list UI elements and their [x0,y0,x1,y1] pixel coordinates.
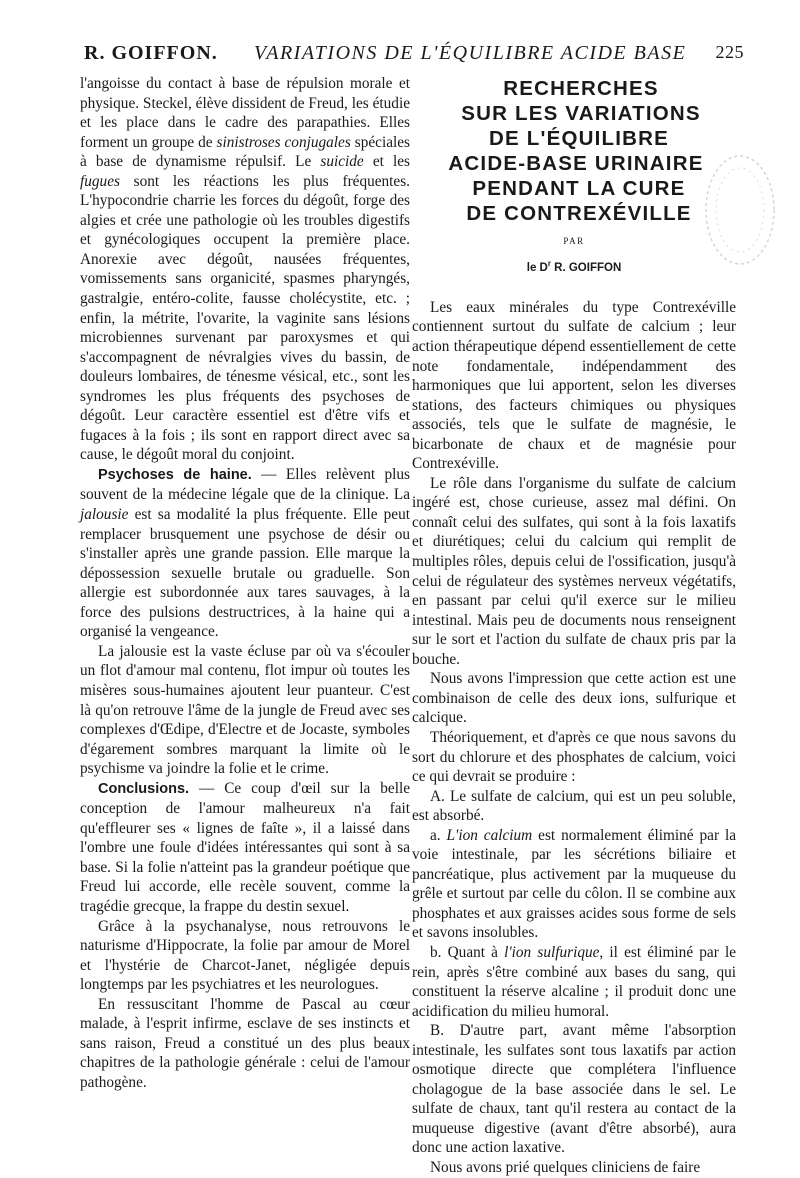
paragraph: La jalousie est la vaste écluse par où va s'écouler un flot d'amour mal contenu, flot impur où toutes les misères sous-humaines ajoutent leur puanteur. C'est là qu'on retrouve l'âme de la jungle de Freud avec ses complexes d'Œdipe, d'Electre et de Jocaste, symboles d'égarement sombres marquant la limite où le psychisme va joindre la folie et le crime. [80,642,410,778]
page-number: 225 [715,42,744,62]
par-label: PAR [563,236,585,246]
title-line: ACIDE-BASE URINAIRE [448,152,704,175]
section-heading: Conclusions. [98,780,190,797]
title-line: SUR LES VARIATIONS [461,102,701,125]
paragraph: a. L'ion calcium est normalement éliminé par la voie intestinale, par les sécrétions biliaire et pancréatique, plus activement par la muqueuse du grêle et surtout par celle du côlon. Il se combine aux phosphates et aux graisses acides sous forme de sels et savons insolubles. [412,826,737,942]
running-header [84,40,744,72]
section-heading: Psychoses de haine. [98,466,252,483]
paragraph: Nous avons l'impression que cette action est une combinaison de celle des deux ions, sulfurique et calcique. [412,670,736,727]
library-stamp-mark [700,150,780,270]
title-line: DE L'ÉQUILIBRE [489,127,669,150]
title-line: PENDANT LA CURE [472,177,686,200]
right-column [412,74,737,1176]
article-title [412,76,736,226]
paragraph-conclusions: Conclusions. — Ce coup d'œil sur la belle conception de l'amour malheureux n'a fait qu'effleurer ses « lignes de faîte », il a laissé dans l'ombre une foule d'idées intéressantes qui sont à sa base. Si la folie n'atteint pas la grandeur poétique que Freud lui accorde, elle recèle souvent, comme la tragédie grecque, la frappe du destin sexuel. [80,779,410,915]
paragraph: En ressuscitant l'homme de Pascal au cœur malade, à l'esprit infirme, esclave de ses instincts et sans raison, Freud a constitué un des plus beaux chapitres de la pathologie générale : celui de l'amour pathogène. [80,995,410,1091]
title-line: DE CONTREXÉVILLE [466,202,692,225]
title-line: RECHERCHES [503,77,659,100]
paragraph: Le rôle dans l'organisme du sulfate de calcium ingéré est, chose curieuse, assez mal défini. On connaît celui des sulfates, qui sont à la fois laxatifs et diurétiques; celui du calcium qui remplit de multiples rôles, depuis celui de l'ossification, jusqu'à celui de régulateur des systèmes nerveux végétatifs, en passant par celui qu'il exerce sur le milieu intestinal. Mais peu de documents nous renseignent sur le sort et l'action du sulfate de chaux pris par la bouche. [412,474,736,668]
left-column [80,74,410,1134]
paragraph: B. D'autre part, avant même l'absorption intestinale, les sulfates sont tous laxatifs par action osmotique directe que complétera l'influence cholagogue de la base associée dans le sel. Le sulfate de chaux, tant qu'il restera au contact de la muqueuse digestive (avant d'être absorbé), aura donc une action laxative. [412,1022,736,1157]
header-running-title: VARIATIONS DE L'ÉQUILIBRE ACIDE BASE [254,42,687,64]
paragraph: A. Le sulfate de calcium, qui est un peu soluble, est absorbé. [412,787,736,825]
paragraph: l'angoisse du contact à base de répulsion morale et physique. Steckel, élève dissident de Freud, les étudie et les place dans le cadre des parapathies. Elles forment un groupe de sinistroses conjugales spéciales à base de dynamisme répulsif. Le suicide et les fugues sont les réactions les plus fréquentes. L'hypocondrie charrie les forces du dégoût, forge des algies et crée une pathologie où les troubles digestifs et gynécologiques occupent la première place. Anorexie avec dégoût, nausées fréquentes, vomissements sans organicité, spasmes pharyngés, gastralgie, entéro-colite, fausse cholécystite, etc. ; enfin, la métrite, l'ovarite, la vaginite sans lésions microbiennes survenant par paroxysmes et qui s'accompagnent de névralgies vives du bassin, de douleurs lombaires, de ténesme vésical, etc., sont les syndromes les plus fréquents des psychoses de dégoût. Leur caractère essentiel est d'être vifs et fugaces à la fois ; ils sont en rapport direct avec sa cause, le dégoût moral du conjoint. [80,75,411,464]
paragraph-psychoses-de-haine: Psychoses de haine. — Elles relèvent plus souvent de la médecine légale que de la clinique. La jalousie est sa modalité la plus fréquente. Elle peut remplacer brusquement une psychose de désir ou s'installer après une grande passion. Elle marque la dépossession sexuelle brutale ou graduelle. Son allergie est subordonnée aux tares sauvages, à la force des pulsions destructrices, à la haine qui a organisé la vengeance. [80,465,410,641]
paragraph: Théoriquement, et d'après ce que nous savons du sort du chlorure et des phosphates de calcium, voici ce qui devrait se produire : [412,728,736,786]
byline: le $D^r$ R. GOIFFON [526,258,622,274]
paragraph: b. Quant à l'ion sulfurique, il est éliminé par le rein, après s'être combiné aux bases du sang, qui constituent la réserve alcaline ; il produit donc une acidification du milieu humoral. [412,943,736,1020]
paragraph: Grâce à la psychanalyse, nous retrouvons le naturisme d'Hippocrate, la folie par amour de Morel et l'hystérie de Charcot-Janet, négligée depuis longtemps par les psychiatres et les neurologues. [80,917,410,994]
header-author: R. GOIFFON. [84,42,218,64]
paragraph: Nous avons prié quelques cliniciens de faire [430,1158,701,1176]
paragraph: Les eaux minérales du type Contrexéville contiennent surtout du sulfate de calcium ; leur action thérapeutique dépend essentiellement de cette note fondamentale, indépendamment des harmoniques que lui apportent, selon les diverses stations, des facteurs chimiques ou physiques associés, tels que le sulfate de magnésie, le bicarbonate de chaux et de magnésie pour Contrexéville. [412,298,736,473]
